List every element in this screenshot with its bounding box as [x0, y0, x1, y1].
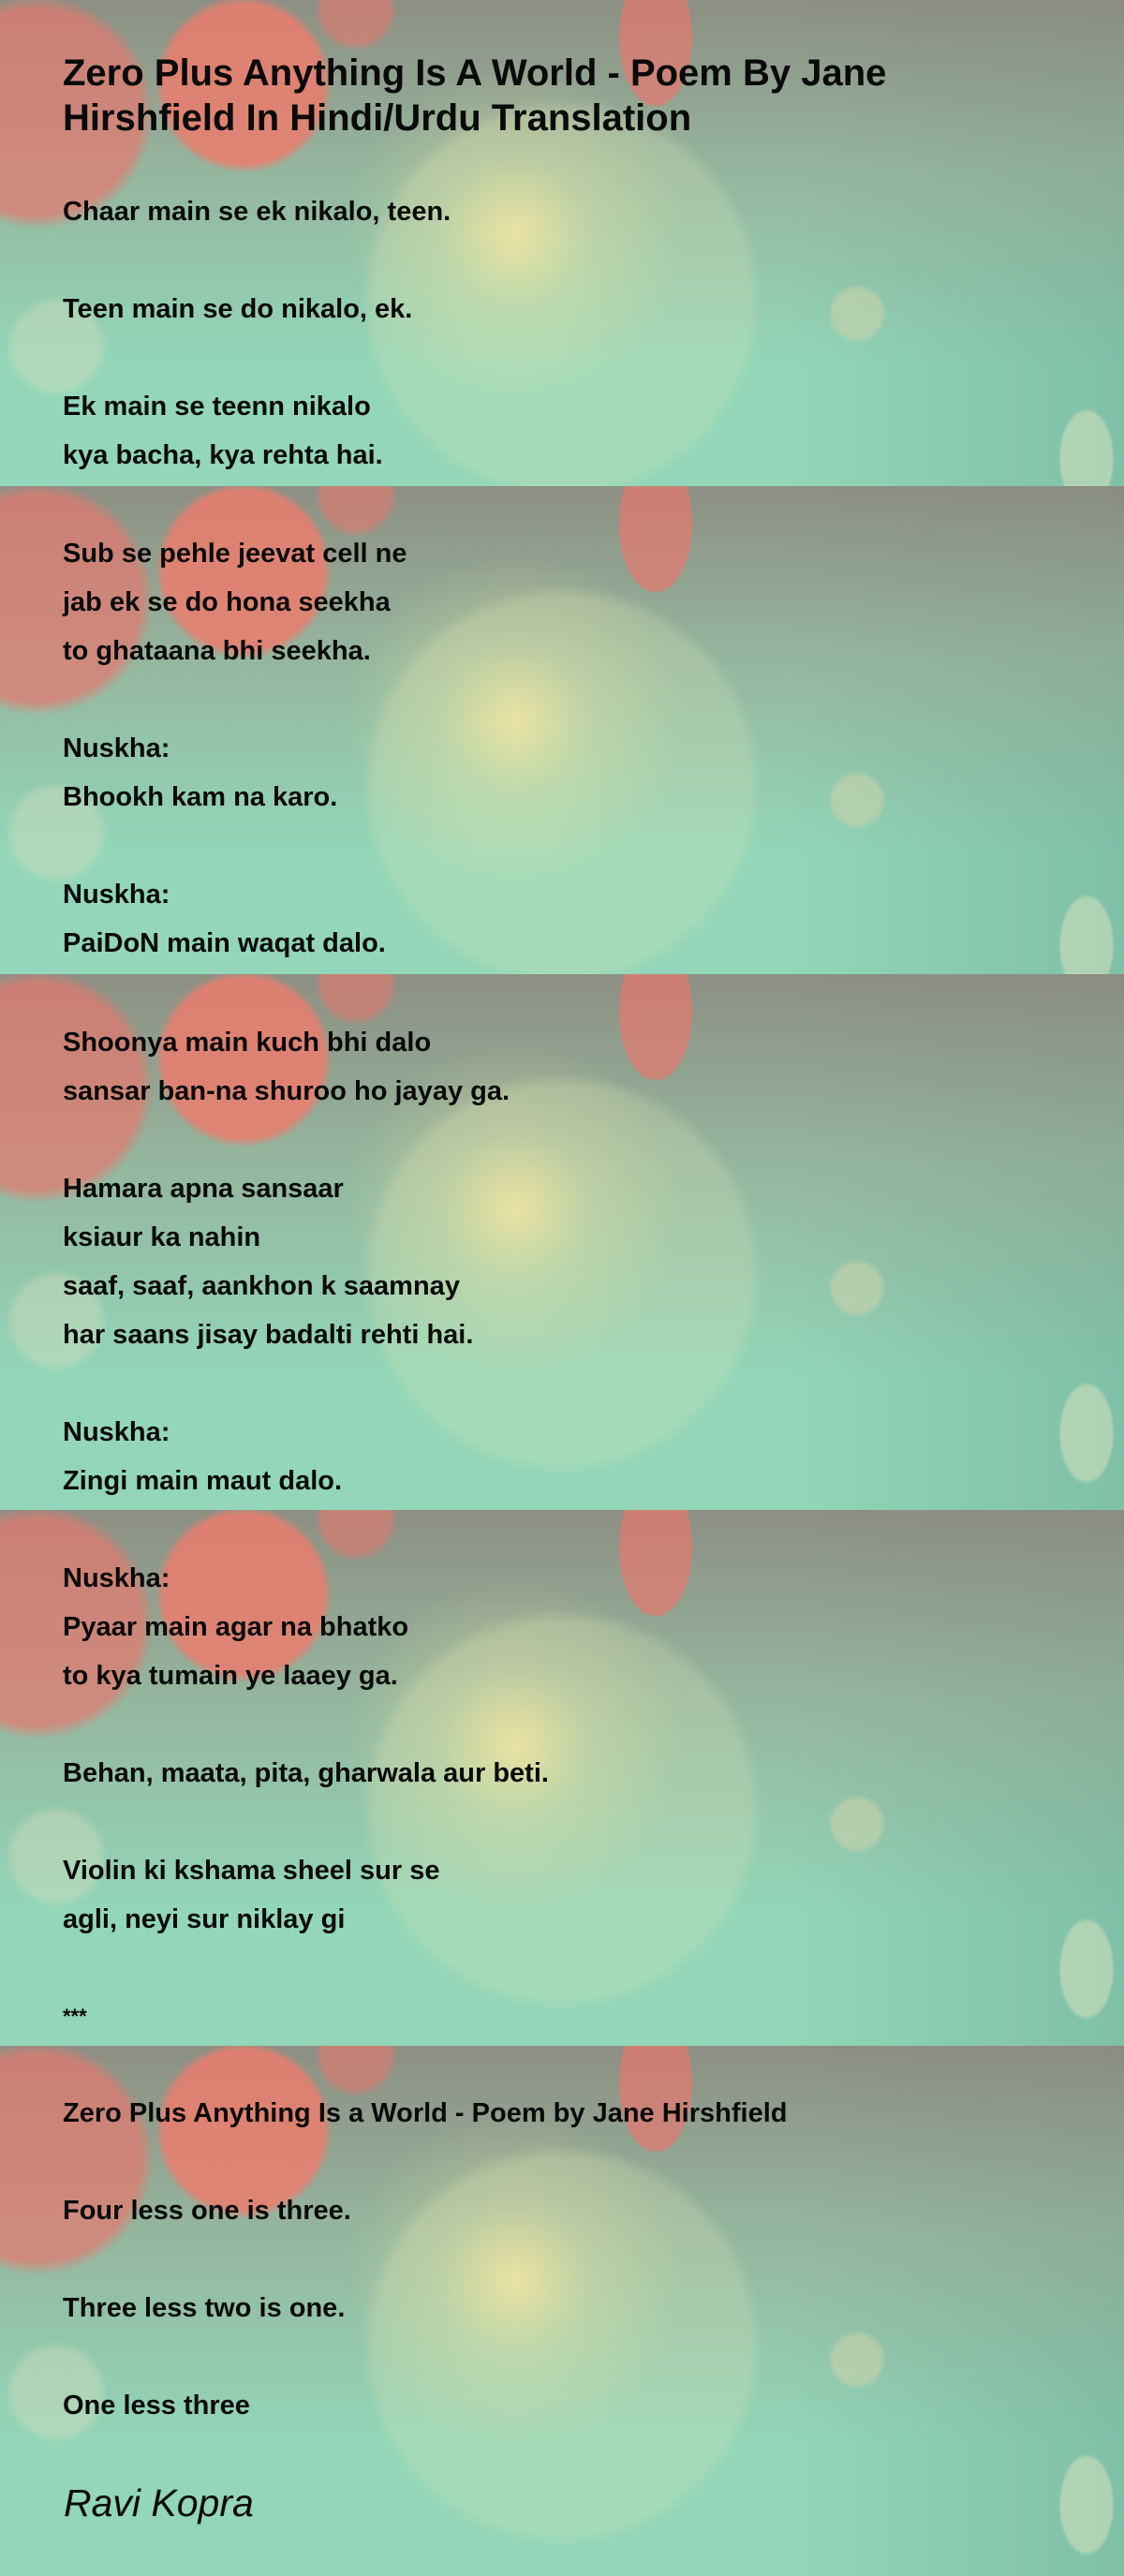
poem-line: Shoonya main kuch bhi dalo [63, 1028, 432, 1058]
poem-line-blank [63, 1944, 1087, 1992]
stanza-block [63, 1554, 1087, 2041]
poem-line: kya bacha, kya rehta hai. [63, 440, 383, 470]
title-line-1: Zero Plus Anything Is A World - Poem By Jane [63, 52, 887, 94]
poem-title-block [63, 51, 1087, 141]
poem-card-5 [0, 2046, 1124, 2576]
stanza-block [63, 529, 1087, 968]
poem-line-blank [63, 333, 1087, 382]
poem-line: Chaar main se ek nikalo, teen. [63, 197, 451, 227]
poem-line-blank [63, 2235, 1087, 2284]
poem-line: Hamara apna sansaar [63, 1174, 344, 1204]
poem-line: Teen main se do nikalo, ek. [63, 294, 413, 324]
poem-line-blank [63, 1700, 1087, 1749]
poem-line: PaiDoN main waqat dalo. [63, 928, 386, 958]
poem-card-2 [0, 486, 1124, 974]
poem-card-1 [0, 0, 1124, 486]
poem-card-3 [0, 974, 1124, 1510]
poem-line: Violin ki kshama sheel sur se [63, 1856, 440, 1886]
poem-line: Nuskha: [63, 733, 170, 763]
poem-line: Three less two is one. [63, 2293, 346, 2323]
stanza-block [63, 187, 1087, 480]
original-poem-heading: Zero Plus Anything Is a World - Poem by Jane Hirshfield [63, 2098, 788, 2128]
title-line-2: Hirshfield In Hindi/Urdu Translation [63, 97, 692, 139]
poem-line: har saans jisay badalti rehti hai. [63, 1320, 474, 1350]
poem-line-blank [63, 1359, 1087, 1408]
poem-line: Pyaar main agar na bhatko [63, 1612, 409, 1642]
stanza-block [63, 2089, 1087, 2430]
poem-line: saaf, saaf, aankhon k saamnay [63, 1271, 460, 1301]
poem-line: Nuskha: [63, 880, 170, 910]
poem-line-blank [63, 675, 1087, 724]
poem-line: to ghataana bhi seekha. [63, 636, 371, 666]
poem-card-4 [0, 1510, 1124, 2046]
poem-line-blank [63, 236, 1087, 285]
poem-line: ksiaur ka nahin [63, 1222, 261, 1252]
poem-line: Nuskha: [63, 1563, 170, 1593]
poem-line-blank [63, 2138, 1087, 2186]
author-signature: Ravi Kopra [64, 2481, 254, 2524]
stanza-block [63, 1018, 1087, 1505]
poem-line-blank [63, 1116, 1087, 1164]
poem-line: Zingi main maut dalo. [63, 1466, 343, 1496]
poem-line: Sub se pehle jeevat cell ne [63, 539, 407, 569]
poem-line: Bhookh kam na karo. [63, 782, 338, 812]
poem-line: to kya tumain ye laaey ga. [63, 1661, 398, 1691]
poem-line-blank [63, 1798, 1087, 1846]
poem-line: Behan, maata, pita, gharwala aur beti. [63, 1758, 549, 1788]
poem-line: jab ek se do hona seekha [63, 587, 391, 617]
poem-line: Nuskha: [63, 1417, 170, 1447]
poem-line-blank [63, 2332, 1087, 2381]
page-title [63, 51, 1087, 141]
poem-line: One less three [63, 2391, 250, 2421]
poem-line: Four less one is three. [63, 2196, 351, 2226]
section-separator: *** [63, 2005, 87, 2028]
poem-line-blank [63, 822, 1087, 870]
poem-line: Ek main se teenn nikalo [63, 392, 371, 422]
poem-line: agli, neyi sur niklay gi [63, 1904, 346, 1934]
poem-line: sansar ban-na shuroo ho jayay ga. [63, 1076, 510, 1106]
